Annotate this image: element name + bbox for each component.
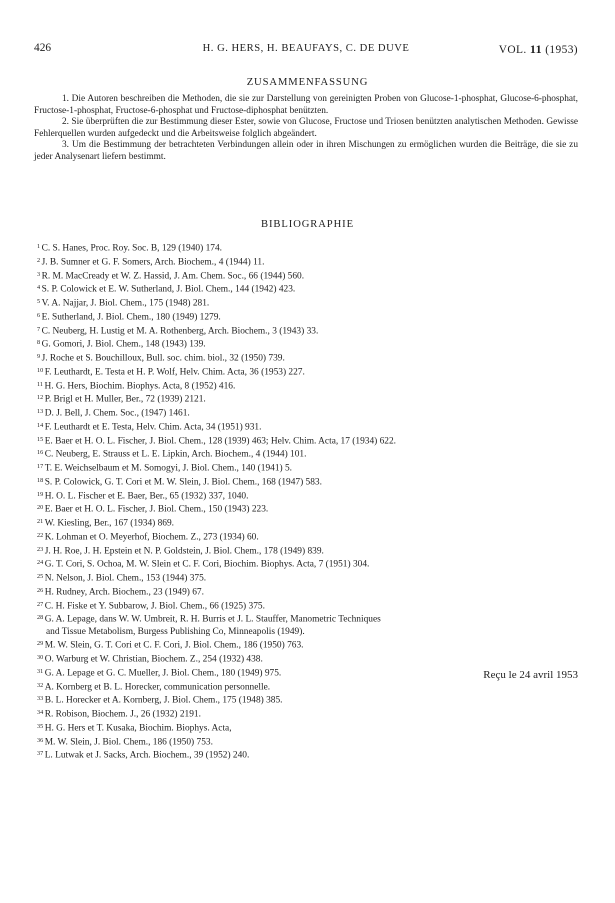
reference-text: T. E. Weichselbaum et M. Somogyi, J. Biol. Chem., 140 (1941) 5. xyxy=(44,463,293,474)
summary-section xyxy=(34,94,578,164)
reference-number: 4 xyxy=(37,284,41,292)
reference-entry xyxy=(37,447,578,461)
reference-entry xyxy=(37,406,578,420)
reference-number: 23 xyxy=(37,545,44,553)
reference-text: C. S. Hanes, Proc. Roy. Soc. B, 129 (1940) 174. xyxy=(41,243,222,254)
running-header xyxy=(34,42,578,58)
reference-number: 10 xyxy=(37,366,44,374)
reference-text: K. Lohman et O. Meyerhof, Biochem. Z., 273 (1934) 60. xyxy=(44,532,259,543)
reference-text: S. P. Colowick et E. W. Sutherland, J. Biol. Chem., 144 (1942) 423. xyxy=(41,284,296,295)
reference-number: 24 xyxy=(37,559,44,567)
reference-number: 14 xyxy=(37,421,44,429)
reference-number: 17 xyxy=(37,463,44,470)
reference-text: E. Baer et H. O. L. Fischer, J. Biol. Chem., 128 (1939) 463; Helv. Chim. Acta, 17 (1934) 622. xyxy=(44,436,397,446)
reference-entry xyxy=(37,502,578,516)
reference-entry xyxy=(37,585,578,599)
reference-entry xyxy=(37,530,578,544)
reference-entry xyxy=(37,296,578,310)
reference-number: 31 xyxy=(37,667,44,675)
reference-text: M. W. Slein, J. Biol. Chem., 186 (1950) 753. xyxy=(44,737,213,747)
summary-paragraph: 3. Um die Bestimmung der betrachteten Verbindungen allein oder in ihren Mischungen zu ermöglichen wurden die Beiträge, die sie zu jeder Analysenart liefern bestimmt. xyxy=(34,140,578,162)
reference-text: R. M. MacCready et W. Z. Hassid, J. Am. Chem. Soc., 66 (1944) 560. xyxy=(41,271,305,281)
reference-entry xyxy=(37,599,578,613)
reference-text: H. O. L. Fischer et E. Baer, Ber., 65 (1932) 337, 1040. xyxy=(44,491,249,501)
reference-number: 35 xyxy=(37,722,44,730)
reference-entry xyxy=(37,475,578,489)
reference-text: H. G. Hers, Biochim. Biophys. Acta, 8 (1952) 416. xyxy=(44,381,236,391)
reference-entry xyxy=(37,255,578,269)
reference-number: 2 xyxy=(37,256,41,264)
reference-text: B. L. Horecker et A. Kornberg, J. Biol. Chem., 175 (1948) 385. xyxy=(44,695,283,706)
volume-number: 11 xyxy=(529,42,542,56)
summary-paragraph: 1. Die Autoren beschreiben die Methoden, die sie zur Darstellung von gereinigten Proben von Glucose-1-phosphat, Glucose-6-phosphat, Fructose-1-phosphat, Fructose-6-phosphat und Fructose-diphosphat benützten. xyxy=(34,94,578,116)
reference-entry xyxy=(37,721,578,735)
reference-number: 37 xyxy=(37,750,44,758)
reference-text: H. Rudney, Arch. Biochem., 23 (1949) 67. xyxy=(44,587,204,598)
bibliography-heading: BIBLIOGRAPHIE xyxy=(261,219,354,230)
reference-number: 9 xyxy=(37,353,41,360)
reference-entry xyxy=(37,365,578,379)
reference-entry xyxy=(37,735,578,749)
reference-entry xyxy=(37,282,578,296)
reference-entry xyxy=(37,638,578,652)
reference-number: 19 xyxy=(37,490,44,498)
reference-text: M. W. Slein, G. T. Cori et C. F. Cori, J. Biol. Chem., 186 (1950) 763. xyxy=(44,640,304,651)
reference-text: J. H. Roe, J. H. Epstein et N. P. Goldstein, J. Biol. Chem., 178 (1949) 839. xyxy=(44,546,324,556)
reference-number: 34 xyxy=(37,709,44,716)
reference-number: 20 xyxy=(37,504,44,512)
summary-paragraph: 2. Sie überprüften die zur Bestimmung dieser Ester, sowie von Glucose, Fructose und Triosen benützten analytischen Methoden. Gewisse Fehlerquellen wurden aufgedeckt und die Arbeitsweise folglich abgeändert. xyxy=(34,117,578,139)
reference-text: J. B. Sumner et G. F. Somers, Arch. Biochem., 4 (1944) 11. xyxy=(41,257,265,268)
reference-number: 7 xyxy=(37,325,41,333)
reference-number: 5 xyxy=(37,298,41,305)
reference-entry xyxy=(37,392,578,406)
reference-entry xyxy=(37,557,578,571)
reference-entry xyxy=(37,379,578,393)
reference-text: W. Kiesling, Ber., 167 (1934) 869. xyxy=(44,518,175,529)
reference-number: 8 xyxy=(37,339,41,347)
reference-entry xyxy=(37,269,578,283)
reference-text: G. Gomori, J. Biol. Chem., 148 (1943) 139. xyxy=(41,339,206,350)
reference-entry xyxy=(37,337,578,351)
reference-number: 26 xyxy=(37,586,44,594)
reference-number: 22 xyxy=(37,531,44,539)
reference-text-continued: and Tissue Metabolism, Burgess Publishing Co, Minneapolis (1949). xyxy=(46,627,305,637)
reference-text: G. A. Lepage et G. C. Mueller, J. Biol. Chem., 180 (1949) 975. xyxy=(44,668,282,679)
reference-number: 21 xyxy=(37,518,44,525)
reference-entry xyxy=(37,693,578,707)
reference-text: F. Leuthardt et E. Testa, Helv. Chim. Acta, 34 (1951) 931. xyxy=(44,422,262,433)
reference-entry xyxy=(37,324,578,338)
reference-number: 36 xyxy=(37,736,44,744)
reference-text: P. Brigl et H. Muller, Ber., 72 (1939) 2121. xyxy=(44,394,206,405)
reference-text: F. Leuthardt, E. Testa et H. P. Wolf, Helv. Chim. Acta, 36 (1953) 227. xyxy=(44,367,305,378)
reference-number: 27 xyxy=(37,600,44,608)
reference-text: L. Lutwak et J. Sacks, Arch. Biochem., 39 (1952) 240. xyxy=(44,750,250,761)
summary-heading: ZUSAMMENFASSUNG xyxy=(246,77,369,88)
bibliography-list xyxy=(37,241,578,762)
reference-number: 1 xyxy=(37,243,41,250)
reference-number: 6 xyxy=(37,311,41,319)
reference-number: 28 xyxy=(37,614,44,622)
reference-entry xyxy=(37,516,578,530)
reference-entry xyxy=(37,571,578,585)
reference-text: C. H. Fiske et Y. Subbarow, J. Biol. Chem., 66 (1925) 375. xyxy=(44,601,265,611)
reference-text: G. T. Cori, S. Ochoa, M. W. Slein et C. F. Cori, Biochim. Biophys. Acta, 7 (1951) 304. xyxy=(44,559,370,570)
reference-text: E. Baer et H. O. L. Fischer, J. Biol. Chem., 150 (1943) 223. xyxy=(44,504,269,515)
header-volume xyxy=(499,42,578,57)
reference-entry xyxy=(37,310,578,324)
reference-number: 16 xyxy=(37,449,44,457)
volume-prefix: VOL. xyxy=(498,44,527,56)
reference-text: S. P. Colowick, G. T. Cori et M. W. Slein, J. Biol. Chem., 168 (1947) 583. xyxy=(44,477,322,488)
reference-number: 11 xyxy=(37,380,43,388)
reference-number: 29 xyxy=(37,640,44,648)
reference-number: 15 xyxy=(37,435,44,443)
volume-year: (1953) xyxy=(545,44,578,56)
reference-text: D. J. Bell, J. Chem. Soc., (1947) 1461. xyxy=(44,408,190,419)
reference-number: 33 xyxy=(37,695,44,703)
reference-number: 25 xyxy=(37,573,44,580)
reference-entry xyxy=(37,680,578,694)
reference-text: E. Sutherland, J. Biol. Chem., 180 (1949) 1279. xyxy=(41,312,221,323)
reference-entry xyxy=(37,434,578,448)
reference-number: 30 xyxy=(37,654,44,661)
reference-text: J. Roche et S. Bouchilloux, Bull. soc. chim. biol., 32 (1950) 739. xyxy=(41,353,285,364)
page-number: 426 xyxy=(34,42,52,54)
reference-text: G. A. Lepage, dans W. W. Umbreit, R. H. Burris et J. L. Stauffer, Manometric Techniques xyxy=(44,614,381,625)
header-authors: H. G. HERS, H. BEAUFAYS, C. DE DUVE xyxy=(202,43,410,54)
reference-entry xyxy=(37,420,578,434)
reference-entry xyxy=(37,652,578,666)
reference-entry xyxy=(37,748,578,762)
reference-text: A. Kornberg et B. L. Horecker, communication personnelle. xyxy=(44,682,271,692)
reference-entry xyxy=(37,707,578,721)
reference-entry xyxy=(37,489,578,503)
reference-entry xyxy=(37,351,578,365)
reference-text: H. G. Hers et T. Kusaka, Biochim. Biophys. Acta, xyxy=(44,723,232,734)
reference-entry xyxy=(37,544,578,558)
reference-number: 3 xyxy=(37,270,41,278)
reference-number: 32 xyxy=(37,681,44,689)
reference-text: C. Neuberg, E. Strauss et L. E. Lipkin, Arch. Biochem., 4 (1944) 101. xyxy=(44,449,307,460)
reference-number: 13 xyxy=(37,408,44,415)
reference-entry xyxy=(37,461,578,475)
reference-text: O. Warburg et W. Christian, Biochem. Z., 254 (1932) 438. xyxy=(44,654,263,665)
reference-entry xyxy=(37,612,578,638)
reference-text: R. Robison, Biochem. J., 26 (1932) 2191. xyxy=(44,709,201,720)
reference-text: V. A. Najjar, J. Biol. Chem., 175 (1948) 281. xyxy=(41,298,210,309)
reference-number: 12 xyxy=(37,394,44,402)
reference-number: 18 xyxy=(37,476,44,484)
received-date: Reçu le 24 avril 1953 xyxy=(483,669,578,681)
reference-entry xyxy=(37,241,578,255)
reference-text: C. Neuberg, H. Lustig et M. A. Rothenberg, Arch. Biochem., 3 (1943) 33. xyxy=(41,326,319,336)
reference-text: N. Nelson, J. Biol. Chem., 153 (1944) 375. xyxy=(44,573,207,584)
